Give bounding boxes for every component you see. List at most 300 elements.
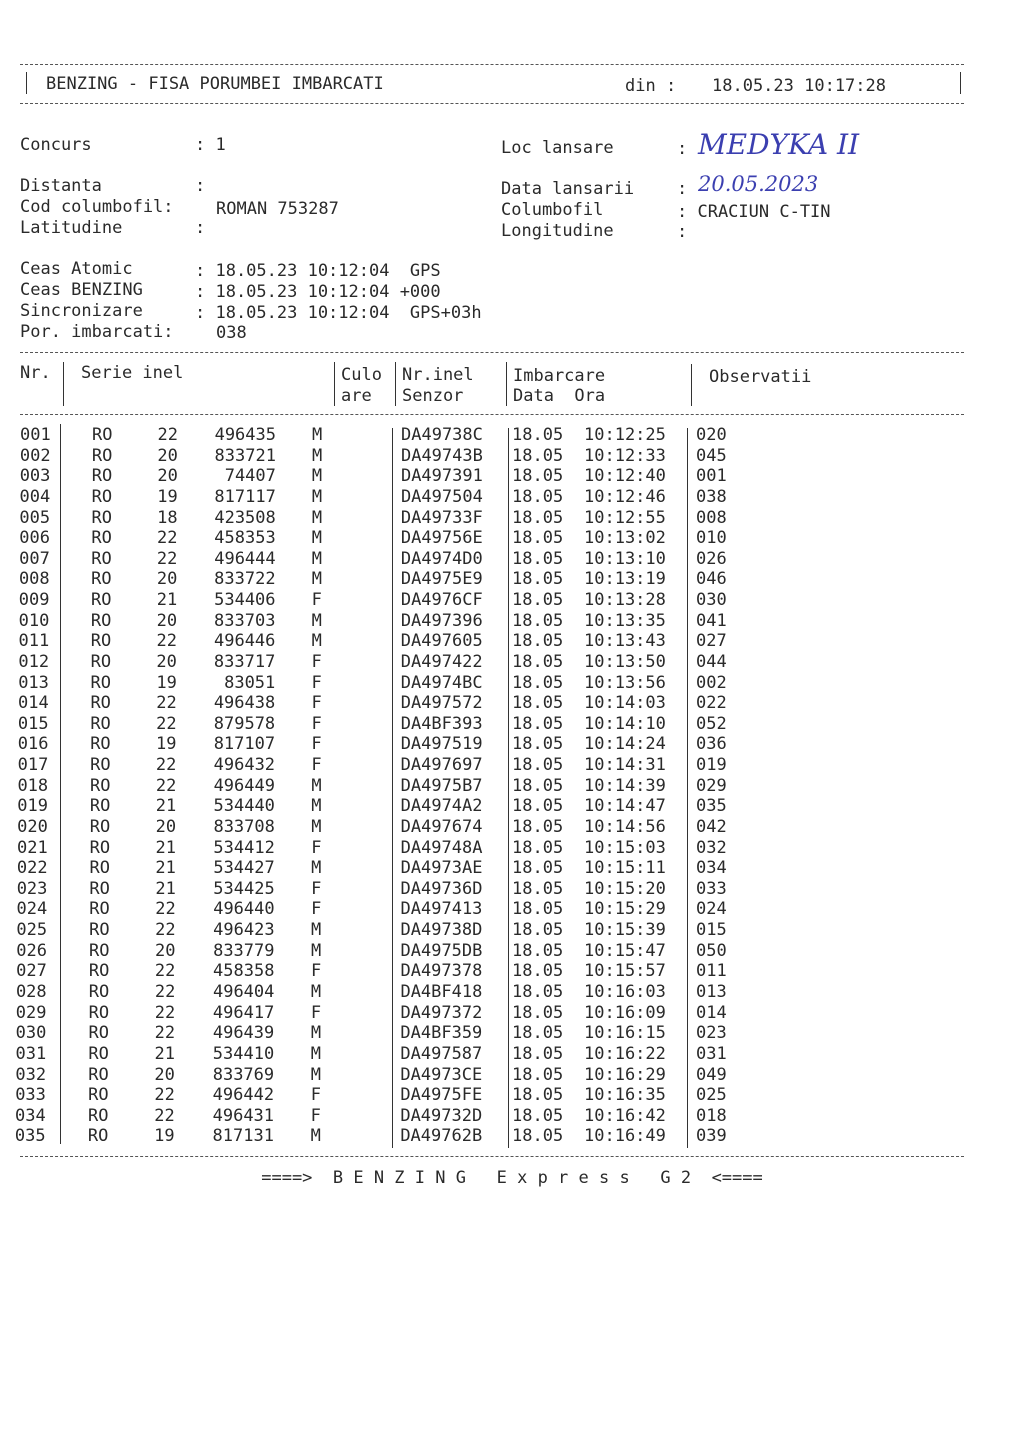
table-row [0,693,1024,714]
table-row [0,590,1024,611]
header-top-rule [20,64,964,65]
cell-an: 22 [156,713,177,734]
cell-an: 20 [157,466,178,487]
cell-an: 22 [155,920,176,941]
cell-senzor: DA4975B7 [400,775,483,796]
cell-obs: 027 [696,631,727,652]
cell-obs: 025 [696,1085,727,1106]
cell-ora: 10:12:33 [584,445,666,466]
cell-data: 18.05 [512,1023,564,1044]
cell-tara: RO [88,1064,109,1085]
cell-sex: F [311,713,322,734]
cell-an: 22 [156,548,178,569]
cell-tara: RO [90,755,111,776]
cell-nr: 027 [16,961,47,982]
cell-nr: 006 [19,528,50,549]
cell-data: 18.05 [512,1105,564,1126]
cell-sex: M [311,796,322,817]
cell-nr: 003 [19,466,51,487]
table-bottom-rule [20,1156,964,1157]
cell-nr: 002 [19,445,51,466]
cell-tara: RO [89,816,111,837]
cell-an: 21 [155,858,176,879]
table-row [0,1126,1024,1147]
cell-an: 20 [155,816,177,837]
table-row [0,425,1024,446]
table-row [0,838,1024,859]
cell-an: 20 [156,651,177,672]
cell-obs: 032 [696,837,727,858]
cell-ora: 10:15:03 [584,837,666,858]
cod-columbofil-label: Cod columbofil: [20,197,174,217]
cell-obs: 030 [696,590,727,611]
cell-nr: 035 [14,1126,46,1147]
cell-senzor: DA49756E [400,528,483,549]
cell-data: 18.05 [512,548,564,569]
table-row [0,982,1024,1003]
cell-inel: 817107 [213,734,276,755]
cell-sex: M [311,507,323,528]
cell-inel: 496439 [212,1023,275,1044]
cell-data: 18.05 [512,1126,564,1147]
cell-ora: 10:13:02 [584,528,666,549]
cell-inel: 833721 [214,445,276,466]
cell-sex: F [311,837,322,858]
cell-sex: M [311,445,323,466]
cell-nr: 013 [18,672,49,693]
cell-nr: 020 [17,816,48,837]
cell-obs: 034 [696,858,727,879]
cell-tara: RO [90,631,112,652]
cell-tara: RO [90,610,112,631]
col-sep-nr [63,362,64,406]
cell-data: 18.05 [512,425,564,445]
cell-tara: RO [89,858,110,879]
cell-inel: 817117 [214,486,276,507]
cell-senzor: DA497413 [400,899,483,920]
table-row [0,879,1024,900]
cell-sex: F [311,734,322,755]
distanta-value: : [195,176,206,196]
cell-ora: 10:13:28 [584,590,666,611]
ceas-atomic-value: : 18.05.23 10:12:04 GPS [195,261,441,281]
cell-tara: RO [88,982,110,1002]
cell-nr: 010 [18,610,50,631]
table-row [0,899,1024,920]
cell-senzor: DA497519 [400,734,483,755]
table-row [0,466,1024,487]
cell-tara: RO [89,878,110,899]
cell-sex: M [310,1043,322,1064]
cell-nr: 028 [15,982,47,1002]
cell-senzor: DA497378 [400,961,483,982]
cell-data: 18.05 [512,878,564,899]
header-bottom-rule [20,103,964,104]
cell-an: 20 [156,610,178,631]
cell-tara: RO [90,651,112,672]
cell-an: 22 [154,961,176,982]
cell-ora: 10:16:22 [584,1043,666,1064]
cell-ora: 10:14:24 [584,734,666,755]
cod-columbofil-value: ROMAN 753287 [216,199,339,219]
table-row [0,673,1024,694]
data-lansarii-colon: : [677,179,688,199]
table-row [0,941,1024,962]
cell-senzor: DA4BF418 [400,982,483,1002]
cell-an: 22 [154,1002,176,1023]
cell-an: 19 [157,486,178,507]
cell-data: 18.05 [512,982,564,1002]
col-sep-culoare [395,362,396,406]
cell-obs: 050 [696,940,727,961]
cell-tara: RO [91,590,112,611]
table-row [0,920,1024,941]
cell-senzor: DA49736D [400,878,483,899]
cell-tara: RO [88,1023,109,1044]
concurs-value: : 1 [195,135,226,155]
table-row [0,1023,1024,1044]
sincronizare-label: Sincronizare [20,301,143,321]
cell-nr: 019 [17,796,49,817]
table-row [0,549,1024,570]
cell-sex: M [311,940,322,961]
cell-tara: RO [91,507,112,528]
por-imbarcati-label: Por. imbarcati: [20,322,174,342]
col-imbarcare-2: Data Ora [513,386,606,406]
table-header-bottom-rule [20,414,964,415]
cell-data: 18.05 [512,1002,564,1023]
cell-ora: 10:13:50 [584,651,666,672]
cell-obs: 023 [696,1023,727,1044]
cell-ora: 10:13:35 [584,610,666,631]
cell-ora: 10:12:25 [584,425,666,445]
cell-tara: RO [91,466,113,487]
cell-obs: 044 [696,651,727,672]
cell-senzor: DA49733F [400,507,483,528]
cell-senzor: DA497572 [400,693,483,714]
cell-sex: M [311,631,322,652]
cell-sex: M [310,982,322,1002]
cell-sex: M [311,816,322,837]
cell-obs: 042 [696,816,727,837]
cell-senzor: DA497422 [400,651,483,672]
header-left-bar [26,72,27,94]
cell-ora: 10:16:42 [584,1105,666,1126]
cell-tara: RO [90,672,112,693]
cell-data: 18.05 [512,755,564,776]
cell-senzor: DA4975E9 [400,569,483,590]
table-row [0,1106,1024,1127]
cell-ora: 10:15:47 [584,940,666,961]
cell-inel: 833703 [214,610,276,631]
cell-an: 20 [154,1064,175,1085]
table-row [0,1003,1024,1024]
ceas-atomic-label: Ceas Atomic [20,259,133,279]
cell-an: 19 [156,672,177,693]
cell-sex: M [311,610,322,631]
cell-obs: 019 [696,755,727,776]
col-culoare-2: are [341,386,372,406]
cell-inel: 534410 [212,1043,275,1064]
cell-sex: F [311,899,322,920]
cell-ora: 10:12:46 [584,486,666,507]
cell-sex: M [311,486,323,507]
cell-senzor: DA4974D0 [400,548,483,569]
cell-senzor: DA497587 [400,1043,483,1064]
cell-ora: 10:14:47 [584,796,666,817]
table-row [0,858,1024,879]
cell-nr: 029 [15,1002,47,1023]
cell-ora: 10:14:56 [584,816,666,837]
table-row [0,796,1024,817]
table-row [0,755,1024,776]
cell-sex: M [311,775,322,796]
cell-inel: 534412 [213,837,275,858]
cell-ora: 10:16:49 [584,1126,666,1147]
cell-inel: 833779 [213,940,275,961]
cell-tara: RO [87,1126,109,1147]
cell-inel: 833769 [212,1064,275,1085]
cell-inel: 534440 [213,796,275,817]
table-header-top-rule [20,352,964,353]
col-serie-inel: Serie inel [81,363,184,383]
cell-nr: 026 [16,940,47,961]
table-row [0,734,1024,755]
cell-an: 22 [154,1085,175,1106]
cell-senzor: DA4976CF [400,590,483,611]
cell-inel: 833717 [213,651,276,672]
cell-an: 20 [157,445,178,466]
cell-sex: M [311,569,322,590]
cell-nr: 021 [17,837,48,858]
cell-nr: 007 [19,548,50,569]
din-label: din : [625,76,677,96]
din-value: 18.05.23 10:17:28 [712,76,886,96]
cell-tara: RO [88,1085,109,1106]
cell-senzor: DA497396 [400,610,483,631]
cell-senzor: DA4974A2 [400,796,483,817]
cell-obs: 022 [696,693,727,714]
cell-tara: RO [89,920,110,941]
cell-tara: RO [91,548,112,569]
cell-obs: 038 [696,486,727,507]
cell-an: 22 [157,425,178,445]
table-row [0,776,1024,797]
cell-an: 22 [156,631,177,652]
cell-an: 21 [154,1043,175,1064]
cell-data: 18.05 [512,651,564,672]
data-lansarii-label: Data lansarii [501,179,635,199]
cell-sex: M [310,1064,321,1085]
col-sep-imbarcare [691,364,692,406]
cell-senzor: DA4975DB [400,940,483,961]
ceas-benzing-value: : 18.05.23 10:12:04 +000 [195,282,441,302]
cell-nr: 004 [19,486,51,507]
cell-tara: RO [91,569,112,590]
cell-tara: RO [90,693,111,714]
cell-nr: 024 [16,899,48,920]
cell-inel: 833722 [214,569,276,590]
cell-sex: M [311,920,322,941]
table-row [0,631,1024,652]
cell-ora: 10:14:10 [584,713,666,734]
cell-an: 22 [155,899,176,920]
cell-obs: 049 [696,1064,727,1085]
cell-ora: 10:16:29 [584,1064,666,1085]
sincronizare-value: : 18.05.23 10:12:04 GPS+03h [195,303,482,323]
cell-ora: 10:15:20 [584,878,666,899]
cell-inel: 496404 [212,982,275,1002]
cell-ora: 10:14:03 [584,693,666,714]
cell-senzor: DA49748A [400,837,483,858]
cell-an: 20 [156,569,178,590]
cell-an: 18 [157,507,178,528]
footer-benzing-express: ====> B E N Z I N G E x p r e s s G 2 <==== [261,1168,763,1188]
cell-data: 18.05 [512,569,564,590]
cell-nr: 022 [16,858,48,879]
cell-sex: F [310,1105,321,1126]
por-imbarcati-value: 038 [216,323,247,343]
table-row [0,1065,1024,1086]
cell-obs: 014 [696,1002,727,1023]
cell-obs: 033 [696,878,727,899]
cell-nr: 005 [19,507,51,528]
cell-inel: 534406 [214,590,276,611]
cell-ora: 10:15:57 [584,961,666,982]
cell-nr: 012 [18,651,50,672]
cell-tara: RO [88,961,110,982]
cell-obs: 013 [696,982,727,1002]
cell-obs: 020 [696,425,727,445]
longitudine-value: : [677,222,688,242]
cell-data: 18.05 [512,590,564,611]
cell-nr: 015 [17,713,49,734]
cell-senzor: DA4973AE [400,858,483,879]
cell-senzor: DA49762B [400,1126,483,1147]
cell-data: 18.05 [512,445,564,466]
cell-ora: 10:16:35 [584,1085,666,1106]
cell-senzor: DA49732D [400,1105,483,1126]
cell-obs: 039 [696,1126,727,1147]
columbofil-label: Columbofil [501,200,604,220]
cell-sex: F [311,878,322,899]
cell-tara: RO [91,486,113,507]
table-row [0,1085,1024,1106]
cell-inel: 496449 [213,775,275,796]
cell-sex: M [311,548,322,569]
cell-sex: F [311,755,322,776]
cell-nr: 009 [18,590,50,611]
cell-tara: RO [91,528,112,549]
cell-obs: 010 [696,528,727,549]
cell-data: 18.05 [512,693,564,714]
cell-ora: 10:13:10 [584,548,666,569]
cell-obs: 026 [696,548,727,569]
cell-ora: 10:15:29 [584,899,666,920]
cell-senzor: DA49738D [400,920,483,941]
cell-obs: 008 [696,507,727,528]
cell-data: 18.05 [512,507,564,528]
cell-obs: 024 [696,899,727,920]
cell-obs: 046 [696,569,727,590]
cell-an: 20 [155,940,176,961]
cell-sex: F [310,961,322,982]
cell-data: 18.05 [512,672,564,693]
cell-an: 21 [155,878,176,899]
cell-sex: M [311,858,322,879]
cell-data: 18.05 [512,631,564,652]
cell-an: 22 [154,982,176,1002]
cell-inel: 458353 [214,528,276,549]
cell-inel: 496442 [212,1085,275,1106]
cell-ora: 10:12:55 [584,507,666,528]
cell-senzor: DA497504 [400,486,483,507]
col-nrinel-1: Nr.inel [402,365,474,385]
cell-tara: RO [89,940,110,961]
cell-obs: 015 [696,920,727,941]
cell-data: 18.05 [512,466,564,487]
cell-ora: 10:16:09 [584,1002,666,1023]
cell-obs: 035 [696,796,727,817]
cell-an: 22 [155,775,177,796]
cell-inel: 879578 [213,713,276,734]
cell-ora: 10:15:11 [584,858,666,879]
cell-inel: 496417 [212,1002,275,1023]
cell-ora: 10:14:39 [584,775,666,796]
cell-data: 18.05 [512,940,564,961]
cell-sex: M [311,466,323,487]
cell-ora: 10:13:56 [584,672,666,693]
col-nr: Nr. [20,363,51,383]
cell-data: 18.05 [512,528,564,549]
table-row [0,714,1024,735]
cell-senzor: DA497391 [400,466,483,487]
concurs-label: Concurs [20,135,92,155]
col-culoare-1: Culo [341,365,382,385]
loc-lansare-colon: : [677,139,688,159]
table-row [0,961,1024,982]
cell-nr: 032 [15,1064,47,1085]
cell-tara: RO [88,1105,109,1126]
cell-tara: RO [88,1002,110,1023]
cell-data: 18.05 [512,486,564,507]
distanta-label: Distanta [20,176,102,196]
col-imbarcare-1: Imbarcare [513,366,606,386]
loc-lansare-handwritten: MEDYKA II [698,128,860,161]
cell-an: 21 [156,590,178,611]
col-nrinel-2: Senzor [402,386,464,406]
cell-nr: 014 [18,693,49,714]
cell-obs: 045 [696,445,727,466]
cell-an: 21 [155,796,177,817]
cell-sex: F [310,1002,322,1023]
cell-nr: 031 [15,1043,47,1064]
cell-sex: F [311,693,322,714]
cell-inel: 496438 [213,693,276,714]
cell-nr: 001 [20,425,51,445]
cell-nr: 016 [17,734,49,755]
cell-obs: 041 [696,610,727,631]
cell-data: 18.05 [512,920,564,941]
cell-senzor: DA497372 [400,1002,483,1023]
table-row [0,487,1024,508]
cell-data: 18.05 [512,734,564,755]
cell-senzor: DA4BF393 [400,713,483,734]
cell-an: 22 [157,528,178,549]
cell-an: 22 [156,693,177,714]
cell-obs: 031 [696,1043,727,1064]
cell-inel: 534425 [213,878,275,899]
